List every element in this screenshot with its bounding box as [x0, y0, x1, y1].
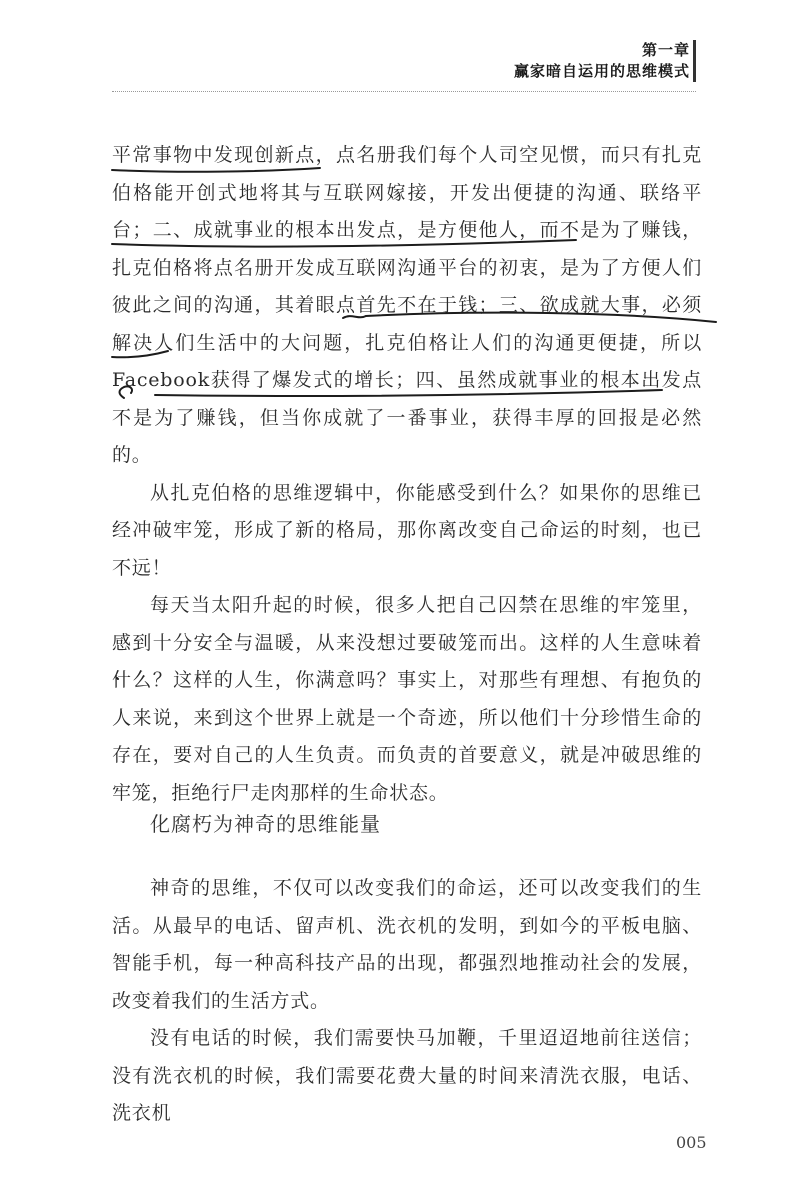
page-number: 005 — [676, 1133, 707, 1152]
header-divider-bar — [693, 40, 696, 82]
paragraph-3: 每天当太阳升起的时候，很多人把自己囚禁在思维的牢笼里，感到十分安全与温暖，从来没想过要破笼而出。这样的人生意味着什么？这样的人生，你满意吗？事实上，对那些有理想、有抱负的人来说，来到这个世界上就是一个奇迹，所以他们十分珍惜生命的存在，要对自己的人生负责。而负责的首要意义，就是冲破思维的牢笼，拒绝行尸走肉那样的生命状态。 — [112, 594, 702, 804]
header-dotted-rule — [112, 91, 696, 92]
paragraph-5: 没有电话的时候，我们需要快马加鞭，千里迢迢地前往送信；没有洗衣机的时候，我们需要花费大量的时间来清洗衣服，电话、洗衣机 — [112, 1027, 702, 1124]
paragraph-4: 神奇的思维，不仅可以改变我们的命运，还可以改变我们的生活。从最早的电话、留声机、洗衣机的发明，到如今的平板电脑、智能手机，每一种高科技产品的出现，都强烈地推动社会的发展，改变着我们的生活方式。 — [112, 877, 702, 1012]
page-header — [0, 0, 800, 95]
paragraph-2: 从扎克伯格的思维逻辑中，你能感受到什么？如果你的思维已经冲破牢笼，形成了新的格局，那你离改变自己命运的时刻，也已不远！ — [112, 481, 702, 579]
body-text-top — [112, 137, 702, 812]
running-head — [514, 40, 690, 82]
chapter-title: 赢家暗自运用的思维模式 — [513, 62, 690, 80]
chapter-number: 第一章 — [641, 41, 690, 59]
paragraph-1: 平常事物中发现创新点，点名册我们每个人司空见惯，而只有扎克伯格能开创式地将其与互联网嫁接，开发出便捷的沟通、联络平台；二、成就事业的根本出发点，是方便他人，而不是为了赚钱，扎克伯格将点名册开发成互联网沟通平台的初衷，是为了方便人们彼此之间的沟通，其着眼点首先不在于钱；三、欲成就大事，必须解决人们生活中的大问题，扎克伯格让人们的沟通更便捷，所以Facebook获得了爆发式的增长；四、虽然成就事业的根本出发点不是为了赚钱，但当你成就了一番事业，获得丰厚的回报是必然的。 — [112, 144, 702, 466]
section-heading: 化腐朽为神奇的思维能量 — [150, 812, 381, 836]
body-text-bottom — [112, 870, 702, 1133]
